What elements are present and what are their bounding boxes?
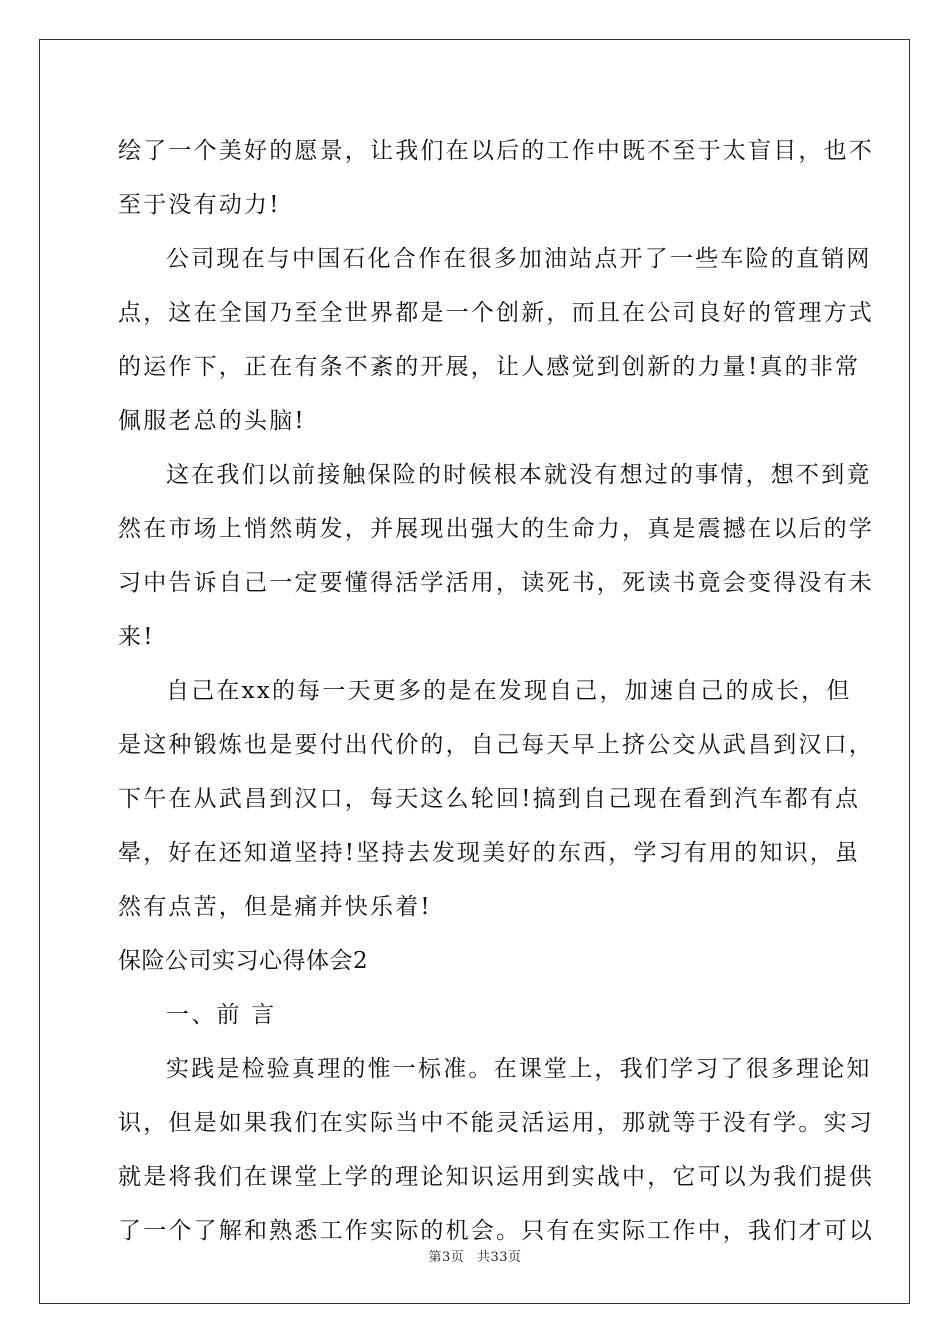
text-line: 是这种锻炼也是要付出代价的，自己每天早上挤公交从武昌到汉口，	[118, 732, 874, 758]
page-number: 第3页	[428, 1250, 465, 1265]
text-line: 然在市场上悄然萌发，并展现出强大的生命力，真是震撼在以后的学	[118, 516, 874, 542]
text-line: 习中告诉自己一定要懂得活学活用，读死书，死读书竟会变得没有未	[118, 570, 874, 596]
text-line: 佩服老总的头脑!	[118, 408, 306, 434]
paragraph-start: 自己在xx的每一天更多的是在发现自己，加速自己的成长，但	[166, 678, 852, 704]
subsection-heading: 一、前 言	[166, 1002, 277, 1028]
text-line: 然有点苦，但是痛并快乐着!	[118, 894, 432, 920]
paragraph-start: 公司现在与中国石化合作在很多加油站点开了一些车险的直销网	[166, 246, 872, 272]
text-line: 绘了一个美好的愿景，让我们在以后的工作中既不至于太盲目，也不	[118, 138, 874, 164]
paragraph-start: 实践是检验真理的惟一标准。在课堂上，我们学习了很多理论知	[166, 1056, 872, 1082]
paragraph-start: 这在我们以前接触保险的时候根本就没有想过的事情，想不到竟	[166, 462, 872, 488]
text-line: 来!	[118, 624, 155, 650]
text-line: 点，这在全国乃至全世界都是一个创新，而且在公司良好的管理方式	[118, 300, 874, 326]
text-line: 至于没有动力!	[118, 192, 281, 218]
page-total: 共33页	[476, 1250, 522, 1265]
text-line: 就是将我们在课堂上学的理论知识运用到实战中，它可以为我们提供	[118, 1164, 874, 1190]
document-body	[118, 124, 874, 1258]
text-line: 晕，好在还知道坚持!坚持去发现美好的东西，学习有用的知识，虽	[118, 840, 861, 866]
text-line: 了一个了解和熟悉工作实际的机会。只有在实际工作中，我们才可以	[118, 1218, 874, 1244]
text-line: 下午在从武昌到汉口，每天这么轮回!搞到自己现在看到汽车都有点	[118, 786, 861, 812]
section-title: 保险公司实习心得体会2	[118, 948, 369, 974]
text-line: 的运作下，正在有条不紊的开展，让人感觉到创新的力量!真的非常	[118, 354, 861, 380]
text-line: 识，但是如果我们在实际当中不能灵活运用，那就等于没有学。实习	[118, 1110, 874, 1136]
page-footer	[0, 1246, 950, 1265]
